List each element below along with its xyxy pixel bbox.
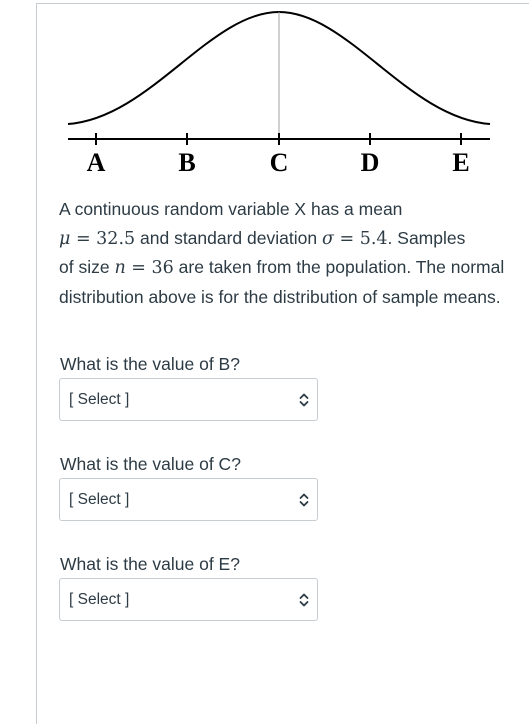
- equals-sign-2: =: [333, 228, 360, 249]
- n-symbol: n: [114, 258, 126, 278]
- sd-value: 5.4: [359, 228, 388, 249]
- problem-statement: [59, 195, 509, 311]
- samples-text: . Samples: [387, 227, 466, 248]
- equals-sign-3: =: [125, 258, 152, 278]
- question-b-label: What is the value of B?: [60, 354, 240, 374]
- mu-symbol: μ: [59, 228, 71, 249]
- answer-c-select-value: [ Select ]: [69, 490, 130, 508]
- n-value: 36: [151, 258, 174, 278]
- answer-e-select[interactable]: [59, 578, 318, 621]
- answer-e-select-value: [ Select ]: [69, 590, 130, 608]
- chevron-up-down-icon: [299, 492, 309, 508]
- sd-text: and standard deviation: [135, 227, 322, 248]
- answer-c-select[interactable]: [59, 478, 318, 521]
- question-c-label: What is the value of C?: [60, 454, 241, 474]
- label-d: D: [360, 148, 380, 177]
- normal-distribution-diagram: [0, 0, 529, 190]
- answer-b-select[interactable]: [59, 378, 318, 421]
- problem-line-1: A continuous random variable X has a mean: [59, 199, 403, 219]
- label-e: E: [452, 148, 470, 177]
- sigma-symbol: σ: [321, 228, 334, 249]
- mean-value: 32.5: [96, 228, 136, 249]
- chevron-up-down-icon: [299, 592, 309, 608]
- label-a: A: [86, 148, 106, 177]
- chevron-up-down-icon: [299, 392, 309, 408]
- answer-b-select-value: [ Select ]: [69, 390, 130, 408]
- size-text: of size: [59, 257, 115, 277]
- label-c: C: [269, 148, 289, 177]
- label-b: B: [178, 148, 196, 177]
- rest-text: are taken from the population. The normal distribution above is for the distribution of sample means.: [59, 257, 505, 307]
- equals-sign: =: [70, 228, 97, 249]
- question-e-label: What is the value of E?: [60, 554, 240, 574]
